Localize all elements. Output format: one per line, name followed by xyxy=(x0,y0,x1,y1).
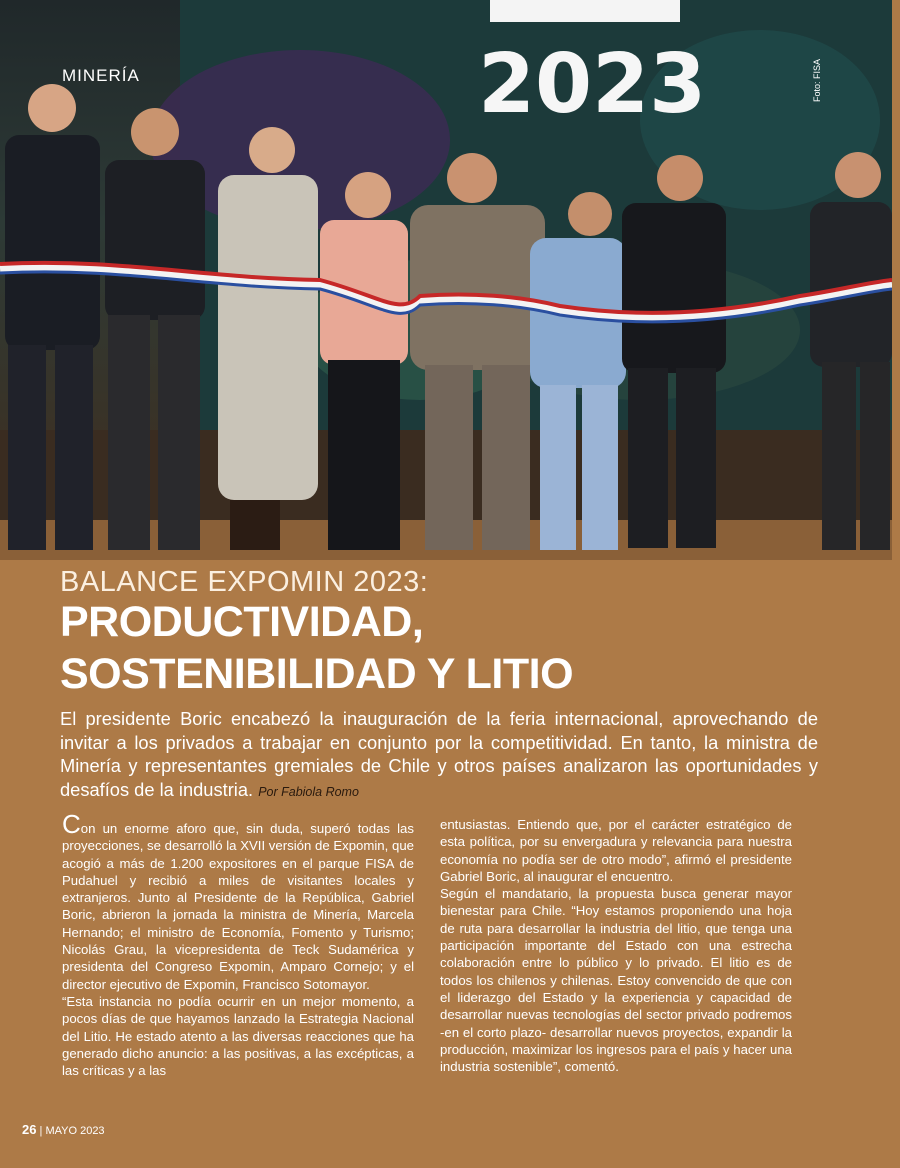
article-headline xyxy=(60,596,573,700)
lead-text: El presidente Boric encabezó la inauguración de la feria internacional, aprovechando de invitar a los privados a trabajar en conjunto por la competitividad. En tanto, la ministra de Minería y representantes gremiales de Chile y otros países analizaron las oportunidades y desafíos de la industria. xyxy=(60,708,818,800)
hero-photo xyxy=(0,0,892,560)
headline-line-1: PRODUCTIVIDAD, xyxy=(60,598,424,646)
drop-cap: C xyxy=(62,809,81,839)
article-kicker: BALANCE EXPOMIN 2023: xyxy=(60,566,429,598)
paragraph-text: on un enorme aforo que, sin duda, superó todas las proyecciones, se desarrolló la XVII versión de Expomin, que acogió a más de 1.200 expositores en el parque FISA de Pudahuel y recibió a miles de visitantes locales y extranjeros. Junto al Presidente de la República, Gabriel Boric, abrieron la jornada la ministra de Minería, Marcela Hernando; el ministro de Economía, Fomento y Turismo; Nicolás Grau, la vicepresidenta de Teck Sudamérica y presidenta del Congreso Expomin, Amparo Cornejo; y el director ejecutivo de Expomin, Francisco Sotomayor. xyxy=(62,821,414,992)
person-4 xyxy=(320,172,408,550)
body-paragraph: entusiastas. Entiendo que, por el carácter estratégico de esta política, por su envergadura y relevancia para nuestra economía no podía ser de otro modo”, afirmó el presidente Gabriel Boric, al inaugurar el encuentro. xyxy=(440,817,792,884)
person-8 xyxy=(810,152,892,550)
page-number: 26 xyxy=(22,1122,37,1137)
issue-date: | MAYO 2023 xyxy=(39,1125,105,1137)
section-tag: MINERÍA xyxy=(62,66,140,85)
page-footer xyxy=(22,1122,105,1137)
body-column-left xyxy=(62,809,414,1079)
body-paragraph: Según el mandatario, la propuesta busca generar mayor bienestar para Chile. “Hoy estamos proponiendo una hoja de ruta para desarrollar la industria del litio, que tenga una participación importante del Estado con una estrecha colaboración entre lo público y lo privado. El litio es de todos los chilenos y chilenas. Estoy convencido de que con el liderazgo del Estado y la experiencia y capacidad de desarrollar nuevas tecnologías del sector privado podremos -en el corto plazo- desarrollar nuevos proyectos, expandir la producción, maximizar los ingresos para el país y hacer una industria sostenible”, comentó. xyxy=(440,886,792,1075)
body-paragraph xyxy=(62,809,414,993)
headline-line-2: SOSTENIBILIDAD Y LITIO xyxy=(60,650,574,698)
byline: Por Fabiola Romo xyxy=(258,784,359,799)
photo-credit: Foto: FISA xyxy=(812,58,822,102)
body-paragraph: “Esta instancia no podía ocurrir en un mejor momento, a pocos días de que hayamos lanzado la Estrategia Nacional del Litio. He estado atento a las diversas reacciones que ha generado dicho anuncio: a las positivas, a las excépticas, a las críticas y a las xyxy=(62,993,414,1079)
screen-year: 2023 xyxy=(478,37,707,132)
article-lead xyxy=(60,707,818,804)
body-column-right xyxy=(440,816,792,1075)
person-3 xyxy=(218,127,318,550)
screen-logo-fragment xyxy=(490,0,680,22)
